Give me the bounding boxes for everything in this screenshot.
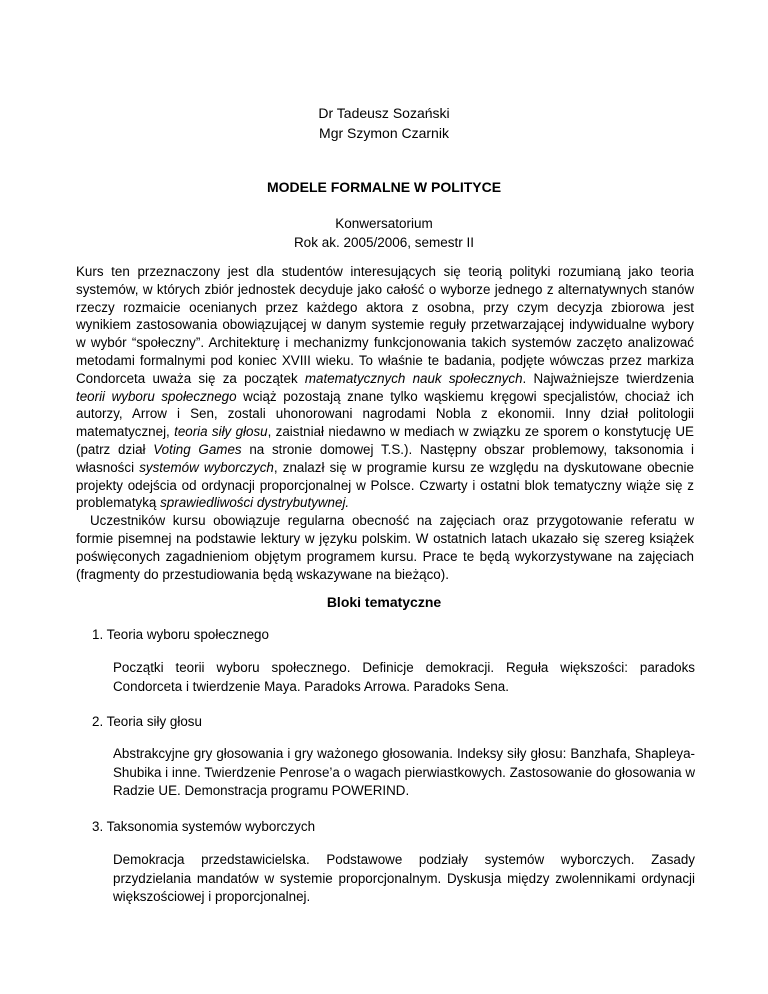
author-name: Mgr Szymon Czarnik [319, 125, 449, 141]
intro-text: . Najważniejsze twierdzenia [522, 370, 694, 386]
topic-title: 1. Teoria wyboru społecznego [92, 627, 269, 642]
topic-description: Demokracja przedstawicielska. Podstawowe podziały systemów wyborczych. Zasady przydzielania mandatów w systemie proporcjonalnym. Dyskusja między zwolennikami ordynacji większościowej i proporcjonalnej. [113, 852, 695, 904]
intro-text: na stronie domowej T.S.). Następny obszar problemowy, taksonomia i własności [76, 441, 694, 475]
intro-text: Kurs ten przeznaczony jest dla studentów interesujących się teorią polityki rozumianą jako teoria systemów, w których zbiór jednostek decyduje jako całość o wyborze jednego z alternatywnych stanów rzeczy rozmaicie ocenianych przez każdego aktora z osobna, przy czym decyzja zbiorowa jest wynikiem zastosowania obowiązującej w danym systemie reguły przetwarzającej indywidualne wybory w wybór “społeczny”. Architekturę i mechanizmy funkcjonowania takich systemów zaczęto analizować metodami formalnymi pod koniec XVIII wieku. To właśnie te badania, podjęte wówczas przez markiza Condorceta uważa się za początek [76, 264, 694, 386]
requirements-paragraph: Uczestników kursu obowiązuje regularna obecność na zajęciach oraz przygotowanie referatu w formie pisemnej na podstawie lektury w języku polskim. W ostatnich latach ukazało się szereg książek poświęconych zagadnieniom objętym programem kursu. Prace te będą wykorzystywane na zajęciach (fragmenty do przestudiowania będą wskazywane na bieżąco). [76, 513, 694, 582]
intro-emphasis: teorii wyboru społecznego [76, 388, 237, 404]
document-title: MODELE FORMALNE W POLITYCE [266, 179, 502, 195]
intro-paragraph [76, 263, 694, 512]
topic-description: Początki teorii wyboru społecznego. Definicje demokracji. Reguła większości: paradoks Condorceta i twierdzenie Maya. Paradoks Arrowa. Paradoks Sena. [113, 660, 695, 694]
intro-text: , znalazł się w programie kursu ze względu na dyskutowane obecnie projekty odejścia od ordynacji proporcjonalnej w Polsce. Czwarty i ostatni blok tematyczny wiąże się z problematyką [76, 459, 694, 511]
course-description [76, 263, 694, 583]
topic-description: Abstrakcyjne gry głosowania i gry ważonego głosowania. Indeksy siły głosu: Banzhafa, Shapleya-Shubika i inne. Twierdzenie Penrose’a o wagach pierwiastkowych. Zastosowanie do głosowania w Radzie UE. Demonstracja programu POWERIND. [113, 746, 695, 798]
intro-emphasis: systemów wyborczych [139, 459, 274, 475]
course-info [0, 214, 768, 252]
intro-emphasis: sprawiedliwości dystrybutywnej. [160, 495, 350, 511]
academic-year: Rok ak. 2005/2006, semestr II [293, 235, 475, 250]
intro-emphasis: matematycznych nauk społecznych [304, 370, 523, 386]
topic-title: 2. Teoria siły głosu [92, 714, 202, 729]
section-heading: Bloki tematyczne [326, 594, 442, 610]
course-type: Konwersatorium [335, 216, 433, 231]
intro-text: , zaistniał niedawno w mediach w związku ze sporem o konstytucję UE (patrz dział [76, 424, 694, 457]
authors-block [0, 103, 768, 143]
intro-text: wciąż pozostają znane tylko wąskiemu kręgowi specjalistów, chociaż ich autorzy, Arrow i Sen, zostali uhonorowani nagrodami Nobla z ekonomii. Inny dział politologii matematycznej, [76, 388, 695, 440]
intro-emphasis: Voting Games [153, 441, 242, 457]
author-name: Dr Tadeusz Sozański [318, 105, 450, 121]
topic-title: 3. Taksonomia systemów wyborczych [92, 819, 316, 834]
intro-emphasis: teoria siły głosu [174, 424, 268, 440]
